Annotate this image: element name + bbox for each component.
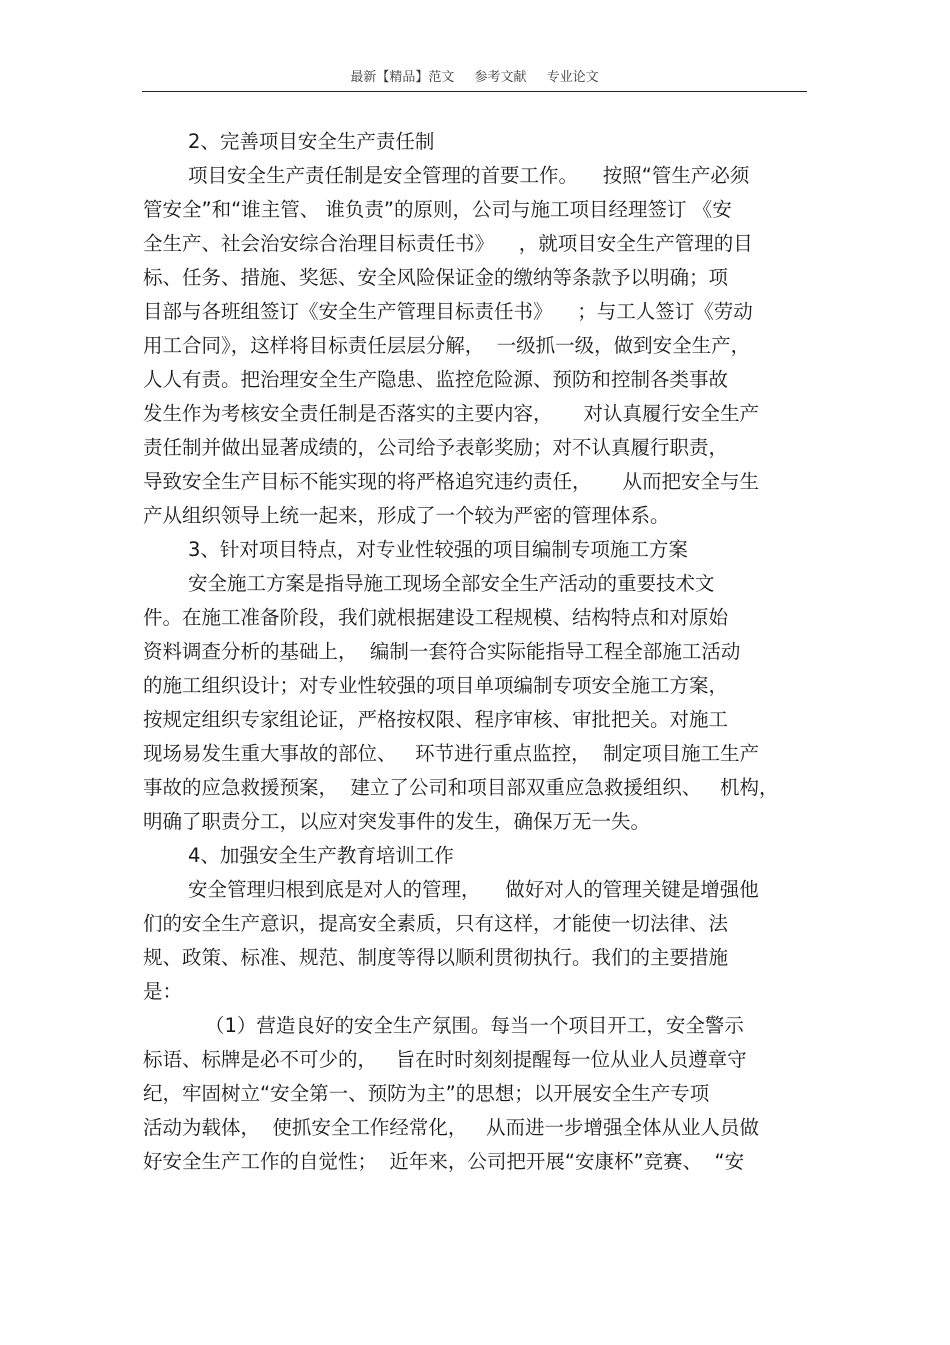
paragraph-line: 资料调查分析的基础上， 编制一套符合实际能指导工程全部施工活动	[143, 640, 741, 663]
paragraph-line: 规、政策、标准、规范、制度等得以顺利贯彻执行。我们的主要措施	[143, 946, 729, 969]
header-item: 专业论文	[546, 70, 599, 85]
paragraph-line: 用工合同》，这样将目标责任层层分解， 一级抓一级，做到安全生产，	[143, 334, 751, 357]
section-heading: 2、完善项目安全生产责任制	[188, 130, 435, 153]
section-heading: 4、加强安全生产教育培训工作	[188, 844, 454, 867]
header-item: 参考文献	[474, 70, 527, 85]
paragraph-line: 人人有责。把治理安全生产隐患、监控危险源、预防和控制各类事故	[143, 368, 729, 391]
document-body	[143, 125, 813, 1179]
header-item: 最新【精品】范文	[350, 70, 455, 85]
paragraph-line: 的施工组织设计；对专业性较强的项目单项编制专项安全施工方案，	[143, 674, 729, 697]
paragraph-line: 事故的应急救援预案， 建立了公司和项目部双重应急救援组织、 机构，	[143, 776, 779, 799]
paragraph-line: 是：	[143, 980, 183, 1003]
paragraph-line: 们的安全生产意识，提高安全素质，只有这样，才能使一切法律、法	[143, 912, 729, 935]
paragraph-line: 好安全生产工作的自觉性； 近年来，公司把开展“安康杯”竞赛、 “安	[143, 1150, 745, 1173]
section-heading: 3、针对项目特点，对专业性较强的项目编制专项施工方案	[188, 538, 688, 561]
paragraph-line: 标语、标牌是必不可少的， 旨在时时刻刻提醒每一位从业人员遵章守	[143, 1048, 747, 1071]
paragraph-line: 安全管理归根到底是对人的管理， 做好对人的管理关键是增强他	[188, 878, 759, 901]
paragraph-line: 项目安全生产责任制是安全管理的首要工作。 按照“管生产必须	[188, 164, 750, 187]
list-item-line: （1）营造良好的安全生产氛围。每当一个项目开工，安全警示	[205, 1014, 744, 1037]
paragraph-line: 产从组织领导上统一起来，形成了一个较为严密的管理体系。	[143, 504, 670, 527]
paragraph-line: 纪，牢固树立“安全第一、预防为主”的思想；以开展安全生产专项	[143, 1082, 710, 1105]
paragraph-line: 安全施工方案是指导施工现场全部安全生产活动的重要技术文	[188, 572, 715, 595]
page-header	[142, 66, 807, 85]
paragraph-line: 管安全”和“谁主管、 谁负责”的原则，公司与施工项目经理签订 《安	[143, 198, 732, 221]
paragraph-line: 按规定组织专家组论证，严格按权限、程序审核、审批把关。对施工	[143, 708, 729, 731]
paragraph-line: 标、任务、措施、奖惩、安全风险保证金的缴纳等条款予以明确；项	[143, 266, 729, 289]
paragraph-line: 活动为载体， 使抓安全工作经常化， 从而进一步增强全体从业人员做	[143, 1116, 759, 1139]
paragraph-line: 目部与各班组签订《安全生产管理目标责任书》 ；与工人签订《劳动	[143, 300, 753, 323]
paragraph-line: 导致安全生产目标不能实现的将严格追究违约责任， 从而把安全与生	[143, 470, 759, 493]
paragraph-line: 责任制并做出显著成绩的，公司给予表彰奖励；对不认真履行职责，	[143, 436, 729, 459]
paragraph-line: 发生作为考核安全责任制是否落实的主要内容， 对认真履行安全生产	[143, 402, 759, 425]
header-rule	[142, 91, 807, 92]
paragraph-line: 件。在施工准备阶段，我们就根据建设工程规模、结构特点和对原始	[143, 606, 729, 629]
paragraph-line: 明确了职责分工，以应对突发事件的发生，确保万无一失。	[143, 810, 651, 833]
paragraph-line: 全生产、社会治安综合治理目标责任书》 ，就项目安全生产管理的目	[143, 232, 753, 255]
paragraph-line: 现场易发生重大事故的部位、 环节进行重点监控， 制定项目施工生产	[143, 742, 759, 765]
